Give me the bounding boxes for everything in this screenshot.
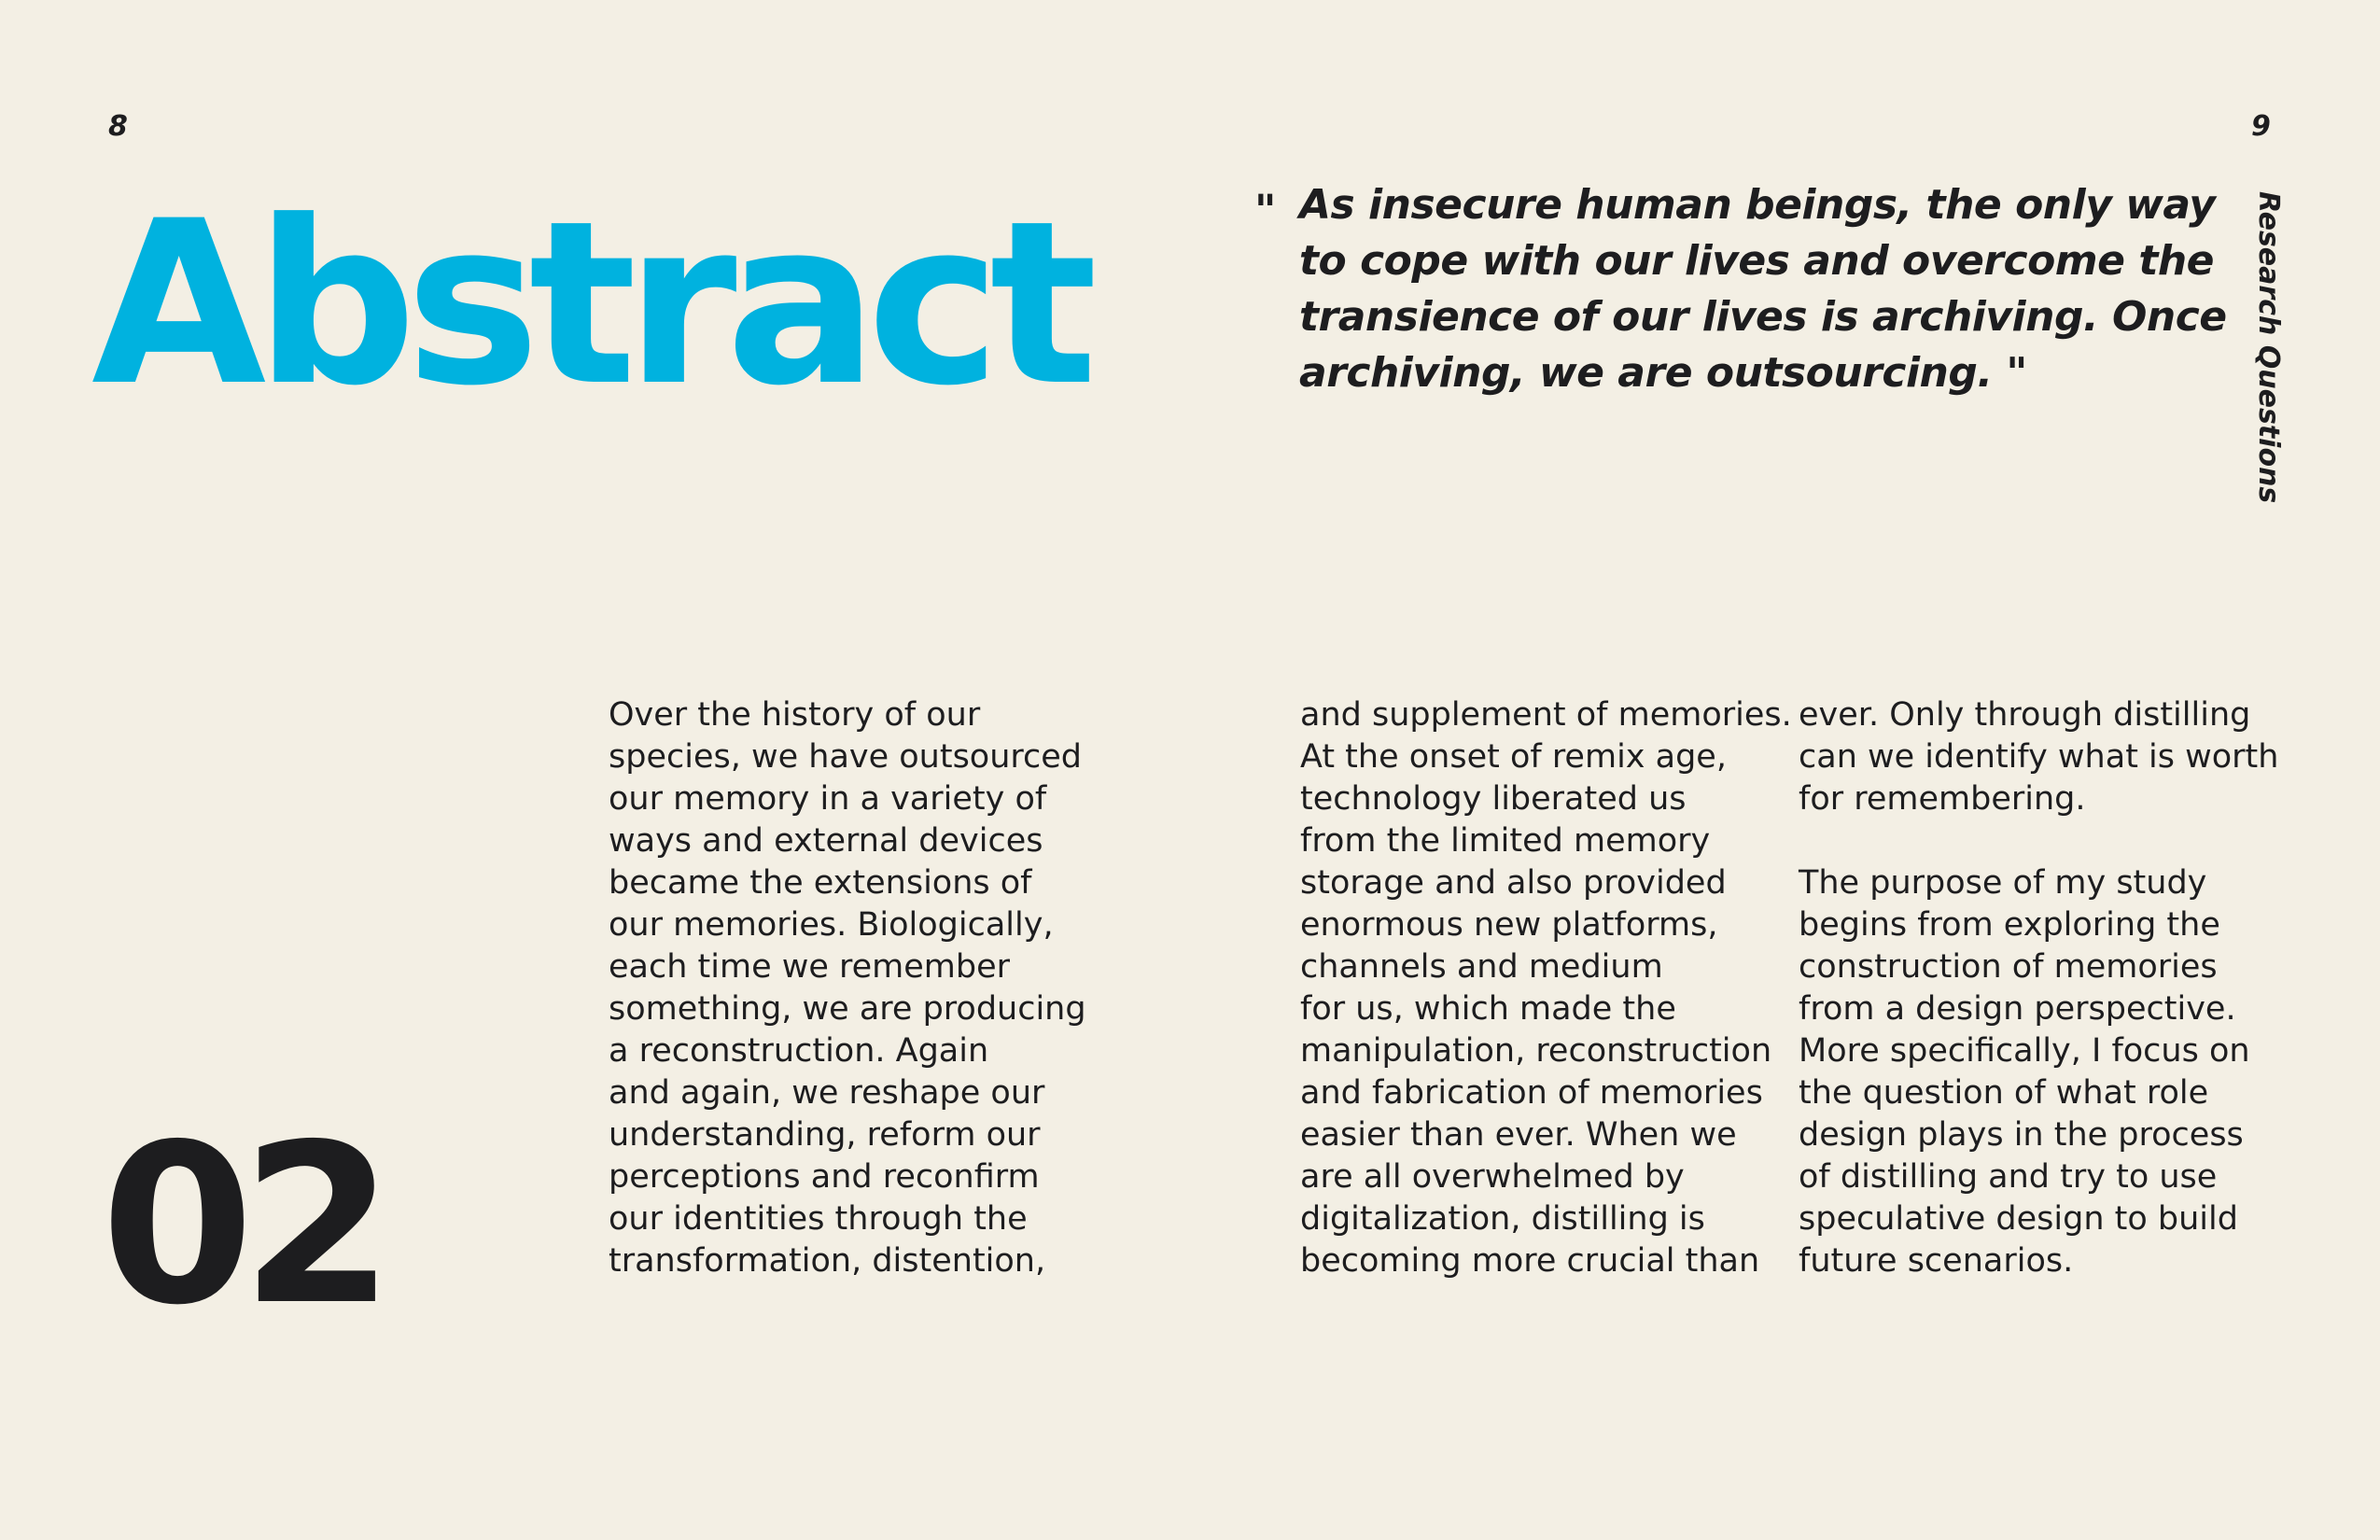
page-title: Abstract: [91, 173, 1087, 436]
page-number-left: 8: [108, 110, 128, 143]
body-column-1: Over the history of our species, we have outsourced our memory in a variety of ways and external devices became the extensions of our memories. Biologically, each time we remember something, we are producing a reconstruction. Again and again, we reshape our understanding, reform our perceptions and reconfirm our identities through the transformation, distention,: [609, 696, 1086, 1280]
body-column-2: and supplement of memories. At the onset of remix age, technology liberated us from the limited memory storage and also provided enormous new platforms, channels and medium for us, which made the manipulation, reconstruction and fabrication of memories easier than ever. When we are all overwhelmed by digitalization, distilling is becoming more crucial than: [1300, 696, 1792, 1280]
quote-open-mark: ": [1254, 186, 1277, 235]
pull-quote: As insecure human beings, the only way to cope with our lives and overcome the transience of our lives is archiving. Once archiving, we are outsourcing. ": [1299, 181, 2227, 397]
section-label: Research Questions: [2252, 191, 2285, 504]
page-number-right: 9: [2251, 110, 2271, 143]
body-column-3: ever. Only through distilling can we identify what is worth for remembering. The purpose of my study begins from exploring the construction of memories from a design perspective. More specifically, I focus on the question of what role design plays in the process of distilling and try to use speculative design to build future scenarios.: [1799, 696, 2279, 1280]
section-number: 02: [101, 1097, 382, 1353]
